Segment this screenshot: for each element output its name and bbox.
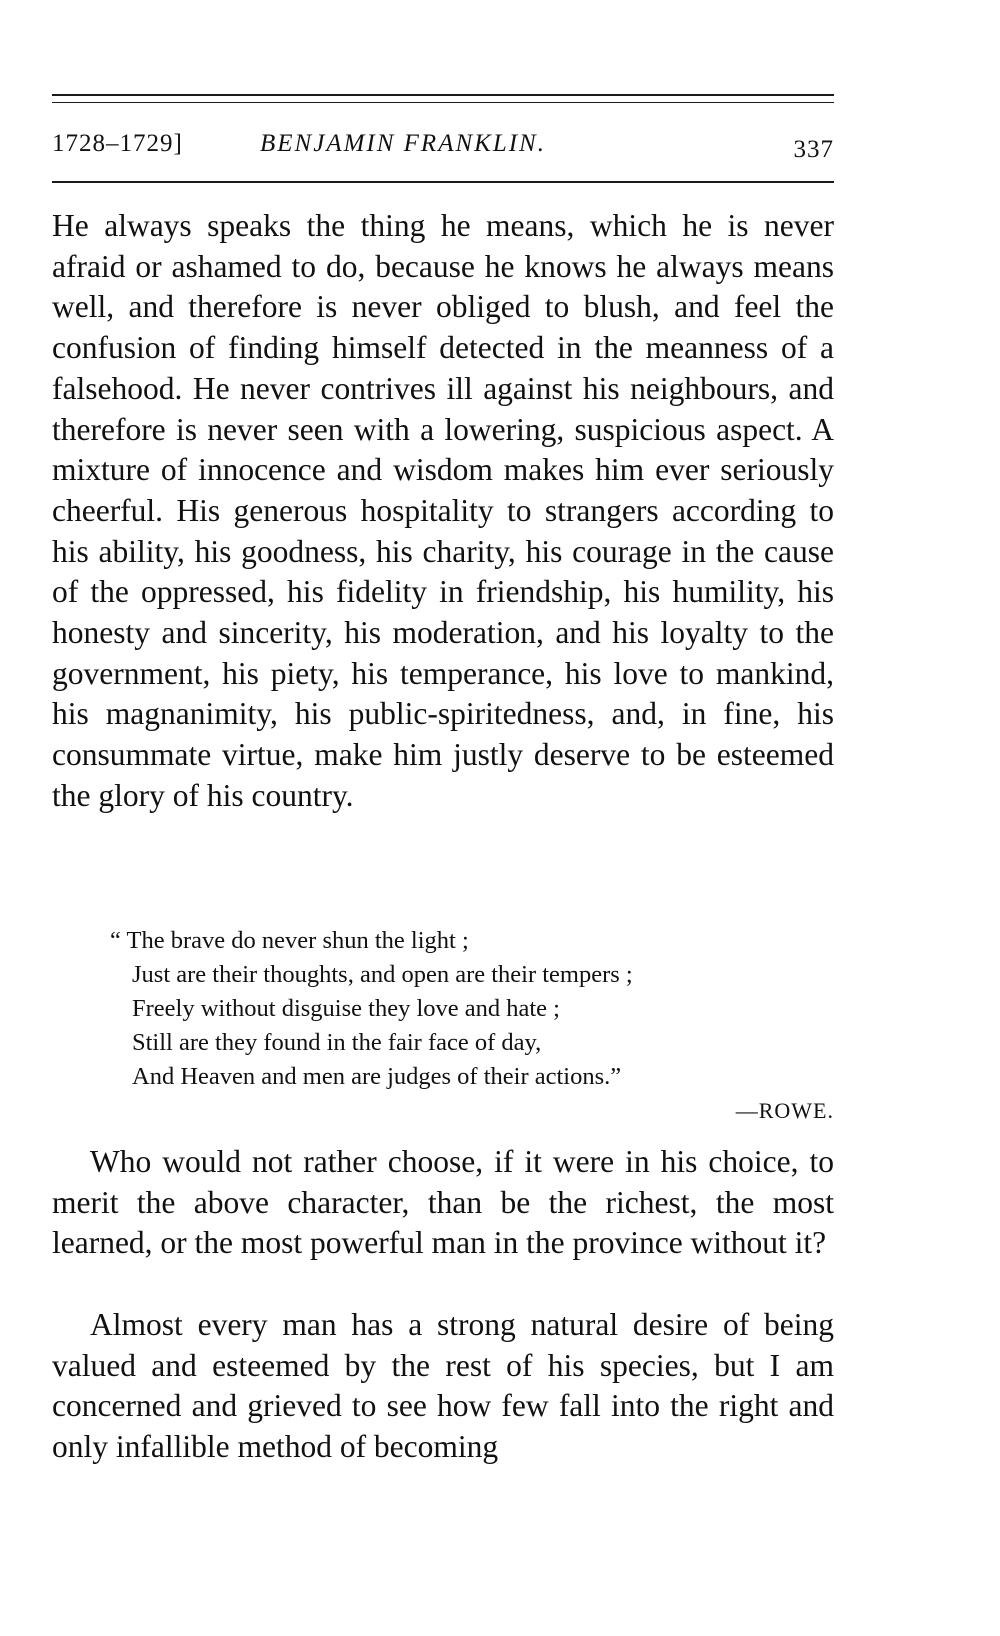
body-paragraph-2: Who would not rather choose, if it were in his choice, to merit the above character, than be the richest, the most learned, or the most powerful man in the province without it? [52, 1144, 834, 1261]
running-head-years: 1728–1729] [52, 130, 183, 157]
verse-line: “ The brave do never shun the light ; [110, 927, 469, 954]
body-paragraph-3: Almost every man has a strong natural desire of being valued and esteemed by the rest of his species, but I am concerned and grieved to see how few fall into the right and only infallible method of becoming [52, 1307, 834, 1465]
running-head-title: BENJAMIN FRANKLIN. [260, 130, 546, 157]
verse-line: And Heaven and men are judges of their actions.” [132, 1063, 622, 1090]
verse-line: Still are they found in the fair face of day, [132, 1029, 542, 1056]
verse-quotation [110, 924, 834, 1128]
verse-line: Just are their thoughts, and open are their tempers ; [132, 961, 633, 988]
header-double-rule-bottom [52, 102, 834, 103]
body-paragraph-1: He always speaks the thing he means, which he is never afraid or ashamed to do, because he knows he always means well, and therefore is never obliged to blush, and feel the confusion of finding himself detected in the meanness of a falsehood. He never contrives ill against his neighbours, and therefore is never seen with a lowering, suspicious aspect. A mixture of innocence and wisdom makes him ever seriously cheerful. His generous hospitality to strangers according to his ability, his goodness, his charity, his courage in the cause of the oppressed, his fidelity in friendship, his humility, his honesty and sincerity, his moderation, and his loyalty to the government, his piety, his temperance, his love to mankind, his magnanimity, his public-spiritedness, and, in fine, his consummate virtue, make him justly deserve to be esteemed the glory of his country. [52, 208, 834, 813]
running-head [52, 124, 834, 164]
verse-attribution: —ROWE. [735, 1098, 834, 1123]
header-double-rule-top [52, 94, 834, 96]
header-underline-rule [52, 181, 834, 183]
verse-line: Freely without disguise they love and hate ; [132, 995, 560, 1022]
page-number: 337 [793, 136, 834, 163]
